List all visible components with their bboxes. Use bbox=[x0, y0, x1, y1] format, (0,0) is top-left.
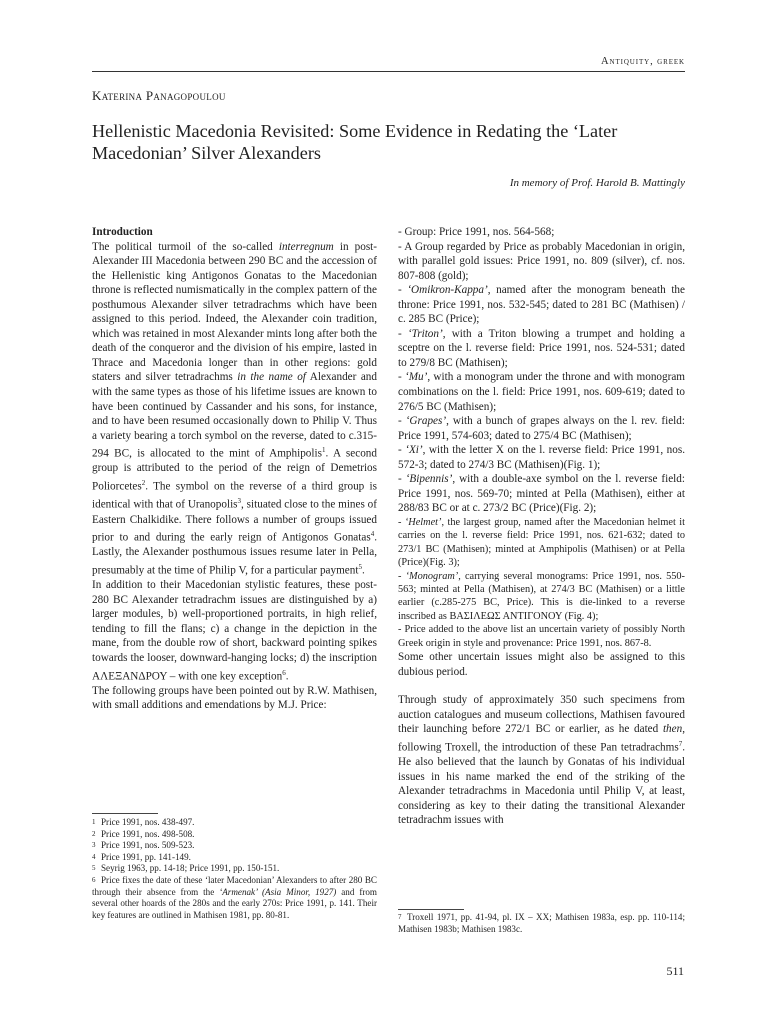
footnote-ref[interactable]: 7 bbox=[678, 739, 683, 748]
footnote-ref[interactable]: 2 bbox=[141, 479, 146, 488]
article-title: Hellenistic Macedonia Revisited: Some Evidence in Redating the ‘Later Macedonian’ Silver Alexanders bbox=[92, 121, 618, 163]
footnote: 1 Price 1991, nos. 438-497. bbox=[92, 817, 195, 827]
footnote: 7 Troxell 1971, pp. 41-94, pl. IX – XX; Mathisen 1983a, esp. pp. 110-114; Mathisen 1983b; Mathisen 1983c. bbox=[398, 912, 685, 934]
footnote-ref[interactable]: 6 bbox=[282, 668, 286, 677]
list-item: - ‘Helmet’, the largest group, named after the Macedonian helmet it carries on the l. reverse field: Price 1991, nos. 621-632; dated to 273/1 BC (Mathisen); minted at Amphipolis (Mathisen) or at Pella (Price)(Fig. 3); bbox=[398, 516, 685, 569]
paragraph-mathisen: Through study of approximately 350 such specimens from auction catalogues and museum collections, Mathisen favoured their launching before 272/1 BC or earlier, as he dated then, following Troxell, the introduction of these Pan tetradrachms$^7$. He also believed that the launch by Gonatas of his individual issues in his name marked the end of the striking of the Alexander tetradrachms in Macedonia until Philip V, at least, considering as key to their dating the transitional Alexander tetradrachm issues with bbox=[398, 694, 685, 827]
list-item: - Group: Price 1991, nos. 564-568; bbox=[398, 226, 555, 238]
list-item: - ‘Mu’, with a monogram under the throne and with monogram combinations on the l. field: Price 1991, nos. 609-619; dated to 276/5 BC (Mathisen); bbox=[398, 371, 685, 413]
footnotes-right bbox=[398, 912, 685, 935]
paragraph-intro: The political turmoil of the so-called interregnum in post-Alexander III Macedonia between 290 BC and the accession of the Hellenistic king Antigonos Gonatas to the Macedonian throne is reflected numismatically in the complex pattern of the posthumous Alexander silver tetradrachms which have been assigned to this period. Indeed, the Alexander coin tradition, which was retained in most Alexander mints long after both the death of the conqueror and the division of his empire, lasted in Thrace and Macedonia longer than in other regions: gold staters and silver tetradrachms in the name of Alexander and with the same types as those of his lifetime issues are known to have been continued by Cassander and his sons, for instance, and to have been resumed occasionally down to Philip V. Thus a variety bearing a torch symbol on the reverse, dated to c.315-294 BC, is allocated to the mint of Amphipolis$^1$. A second group is attributed to the period of the reign of Demetrios Poliorcetes$^2$. The symbol on the reverse of a third group is identical with that of Uranopolis$^3$, situated close to the mines of Eastern Chalkidike. There follows a number of groups issued prior to and during the early reign of Antigonos Gonatas$^4$. Lastly, the Alexander posthumous issues resume later in Pella, presumably at the time of Philip V, for a particular payment$^5$. bbox=[92, 240, 378, 577]
page-number: 511 bbox=[666, 964, 684, 978]
author-name: Katerina Panagopoulou bbox=[92, 88, 226, 103]
running-head: Antiquity, greek bbox=[601, 56, 685, 67]
list-item: - ‘Triton’, with a Triton blowing a trumpet and holding a sceptre on the l. reverse field: Price 1991, nos. 524-531; dated to 279/8 BC (Mathisen); bbox=[398, 327, 685, 369]
footnote: 6 Price fixes the date of these ‘later Macedonian’ Alexanders to after 280 BC through their absence from the ‘Armenak’ (Asia Minor, 1927) and from several other hoards of the 280s and the early 270s: Price 1991, p. 141. Their key features are outlined in Mathisen 1981, pp. 80-81. bbox=[92, 874, 378, 920]
footnotes-left bbox=[92, 817, 377, 921]
footnote: 5 Seyrig 1963, pp. 14-18; Price 1991, pp. 150-151. bbox=[92, 863, 280, 874]
dedication: In memory of Prof. Harold B. Mattingly bbox=[509, 177, 685, 189]
footnote-ref[interactable]: 1 bbox=[321, 446, 326, 455]
paragraph-uncertain: Some other uncertain issues might also be assigned to this dubious period. bbox=[398, 651, 685, 678]
paragraph-groups-intro: The following groups have been pointed out by R.W. Mathisen, with small additions and emendations by M.J. Price: bbox=[92, 684, 377, 712]
footnote-ref[interactable]: 3 bbox=[237, 497, 242, 506]
footnote: 3 Price 1991, nos. 509-523. bbox=[92, 840, 195, 851]
left-column bbox=[92, 225, 377, 713]
footnote-rule-left bbox=[92, 813, 158, 814]
list-item: - ‘Bipennis’, with a double-axe symbol on the l. reverse field: Price 1991, nos. 569-70; minted at Pella (Mathisen), either at 288/83 BC or at c. 273/2 BC (Price)(Fig. 2); bbox=[398, 473, 685, 515]
list-item: - ‘Grapes’, with a bunch of grapes always on the l. rev. field: Price 1991, 574-603; dated to 275/4 BC (Mathisen); bbox=[398, 415, 685, 442]
footnote-ref[interactable]: 5 bbox=[358, 562, 362, 571]
footnote: 4 Price 1991, pp. 141-149. bbox=[92, 851, 191, 862]
list-item: - ‘Xi’, with the letter X on the l. reverse field: Price 1991, nos. 572-3; dated to 274/3 BC (Mathisen)(Fig. 1); bbox=[398, 444, 685, 471]
section-heading: Introduction bbox=[92, 226, 153, 238]
footnote: 2 Price 1991, nos. 498-508. bbox=[92, 828, 195, 839]
list-item: - ‘Monogram’, carrying several monograms: Price 1991, nos. 550-563; minted at Pella (Mathisen), at 274/3 BC (Mathisen) or a little earlier (c.285-275 BC, Price). This is die-linked to a reverse inscribed as ΒΑΣΙΛΕΩΣ ΑΝΤΙΓΟΝΟΥ (Fig. 4); bbox=[398, 570, 685, 622]
header-rule bbox=[92, 71, 685, 72]
list-item: - ‘Omikron-Kappa’, named after the monogram beneath the throne: Price 1991, nos. 532-545; dated to 281 BC (Mathisen) / c. 285 BC (Price); bbox=[398, 284, 685, 326]
list-item: - A Group regarded by Price as probably Macedonian in origin, with parallel gold issues: Price 1991, no. 809 (silver), cf. nos. 807-808 (gold); bbox=[398, 240, 685, 282]
right-column bbox=[398, 225, 685, 828]
list-item: - Price added to the above list an uncertain variety of possibly North Greek origin in style and provenance: Price 1991, nos. 867-8. bbox=[398, 624, 685, 649]
footnote-ref[interactable]: 4 bbox=[370, 530, 375, 539]
footnote-rule-right bbox=[398, 909, 464, 910]
paragraph-features: In addition to their Macedonian stylistic features, these post-280 BC Alexander tetradrachm issues are distinguished by a) larger modules, b) well-proportioned portraits, in high relief, tending to fill the flans; c) a change in the depiction in the mane, from the double row of short, backward pointing spikes towards the looser, downward-hanging locks; d) the inscription ΑΛΕΞΑΝΔΡΟΥ – with one key exception$^6$. bbox=[92, 579, 377, 683]
